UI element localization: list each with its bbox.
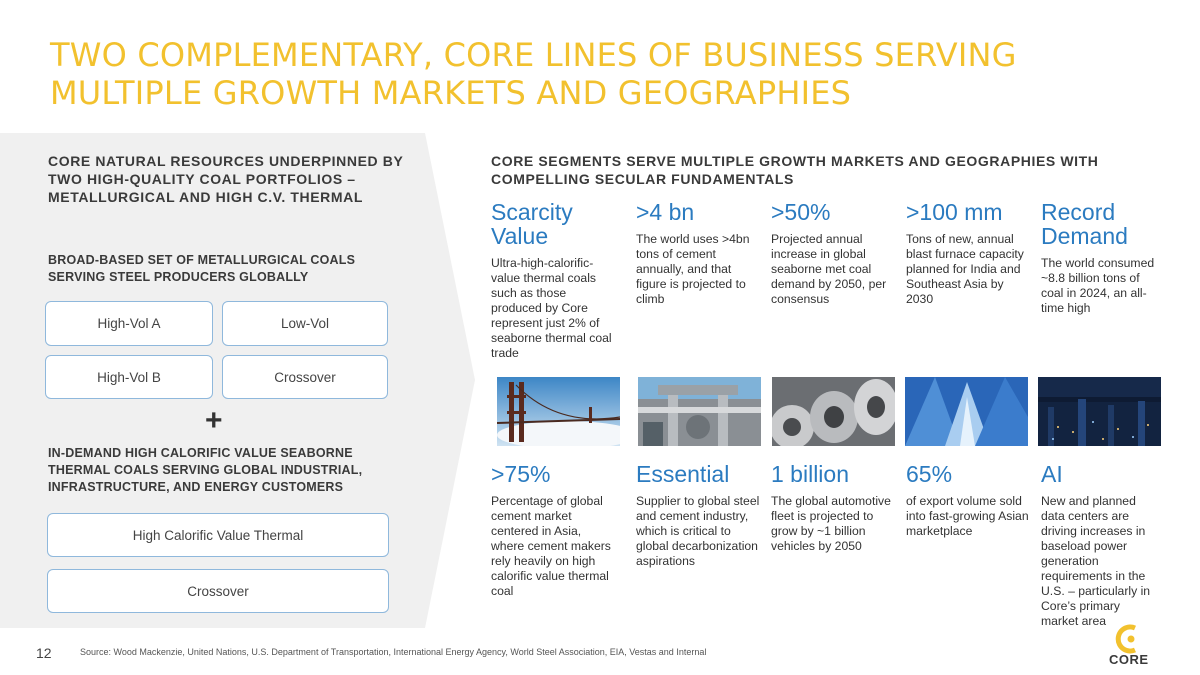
stat-heading-cement-usage: >4 bn — [636, 199, 695, 225]
stat-heading-auto-fleet: 1 billion — [771, 461, 849, 487]
stat-text-cement-usage: The world uses >4bn tons of cement annually, and that figure is projected to climb — [636, 232, 750, 306]
plus-icon: + — [205, 404, 223, 437]
met-coal-pill-high-vol-b — [45, 355, 213, 399]
stat-text-scarcity: Ultra-high-calorific-value thermal coals such as those produced by Core represent just 2% of seaborne thermal coal trade — [491, 256, 612, 360]
source-note: Source: Wood Mackenzie, United Nations, U.S. Department of Transportation, International Energy Agency, World Steel Association, EIA, Vestas and Internal — [80, 647, 707, 657]
pill-label: Crossover — [274, 369, 336, 385]
page-number: 12 — [36, 645, 52, 661]
met-coal-pill-high-vol-a — [45, 301, 213, 346]
pill-label: Crossover — [187, 583, 249, 599]
pill-label: High-Vol A — [97, 316, 161, 331]
met-coal-pill-crossover — [222, 355, 388, 399]
thermal-coal-pill-crossover — [47, 569, 389, 613]
stat-heading-record-demand: Record Demand — [1041, 199, 1128, 249]
thermal-coal-pill-high-cv — [47, 513, 389, 557]
slide-title — [50, 36, 1150, 112]
stat-heading-essential: Essential — [636, 461, 730, 487]
left-panel-heading: CORE NATURAL RESOURCES UNDERPINNED BY TWO HIGH-QUALITY COAL PORTFOLIOS – METALLURGICAL AND HIGH C.V. THERMAL — [48, 153, 404, 205]
stat-heading-ai: AI — [1041, 461, 1063, 487]
stat-heading-asia-cement: >75% — [491, 461, 551, 487]
stat-text-asia-cement: Percentage of global cement market centered in Asia, where cement makers rely heavily on high calorific value thermal coal — [491, 494, 611, 598]
stat-text-essential: Supplier to global steel and cement industry, which is critical to global decarbonization aspirations — [636, 494, 760, 568]
stat-heading-scarcity: Scarcity Value — [491, 199, 573, 249]
stat-text-met-demand: Projected annual increase in global seaborne met coal demand by 2050, per consensus — [771, 232, 887, 306]
metallurgical-heading: BROAD-BASED SET OF METALLURGICAL COALS SERVING STEEL PRODUCERS GLOBALLY — [48, 253, 356, 284]
city-night-photo — [1038, 377, 1161, 446]
thermal-heading: IN-DEMAND HIGH CALORIFIC VALUE SEABORNE THERMAL COALS SERVING GLOBAL INDUSTRIAL, INFRASTRUCTURE, AND ENERGY CUSTOMERS — [48, 446, 363, 494]
met-coal-pill-low-vol — [222, 301, 388, 346]
stat-heading-blast-furnace: >100 mm — [906, 199, 1003, 225]
slide-title-line-1: TWO COMPLEMENTARY, CORE LINES OF BUSINESS SERVING — [50, 36, 1017, 74]
slide-title-line-2: MULTIPLE GROWTH MARKETS AND GEOGRAPHIES — [50, 74, 852, 112]
pill-label: High Calorific Value Thermal — [132, 527, 304, 543]
skyscrapers-photo — [905, 377, 1028, 446]
core-logo — [1107, 622, 1155, 668]
stat-text-blast-furnace: Tons of new, annual blast furnace capacity planned for India and Southeast Asia by 2030 — [906, 232, 1024, 306]
stat-text-record-demand: The world consumed ~8.8 billion tons of coal in 2024, an all-time high — [1041, 256, 1155, 315]
pill-label: High-Vol B — [97, 369, 161, 385]
stat-text-auto-fleet: The global automotive fleet is projected to grow by ~1 billion vehicles by 2050 — [771, 494, 891, 553]
pill-label: Low-Vol — [280, 316, 330, 331]
stat-text-export-volume: of export volume sold into fast-growing Asian marketplace — [906, 494, 1029, 538]
stat-heading-met-demand: >50% — [771, 199, 831, 225]
steel-coils-photo — [772, 377, 895, 446]
right-panel-heading: CORE SEGMENTS SERVE MULTIPLE GROWTH MARKETS AND GEOGRAPHIES WITH COMPELLING SECULAR FUNDAMENTALS — [491, 153, 1099, 187]
construction-photo — [638, 377, 761, 446]
core-logo-text: CORE — [1109, 652, 1149, 667]
stat-text-ai: New and planned data centers are driving increases in baseload power generation requirements in the U.S. – particularly in Core’s primary market area — [1041, 494, 1151, 628]
stat-heading-export-volume: 65% — [906, 461, 953, 487]
bridge-photo — [497, 377, 620, 446]
